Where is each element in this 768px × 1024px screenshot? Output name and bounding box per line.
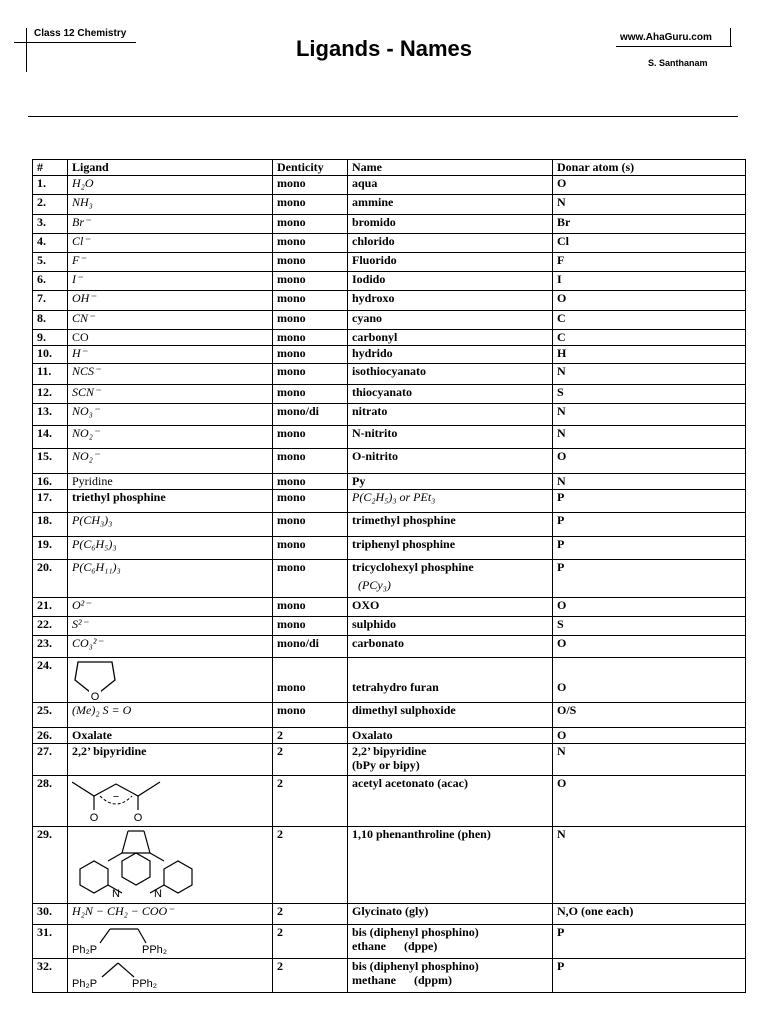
donor-cell: N [553, 827, 746, 904]
table-row [33, 776, 746, 827]
table-row [33, 560, 746, 598]
ligand-cell: NO₂⁻ [68, 426, 273, 449]
table-row [33, 311, 746, 330]
name-cell: hydrido [348, 346, 553, 364]
ligand-cell: H⁻ [68, 346, 273, 364]
row-num: 2. [33, 195, 68, 215]
ligand-cell: I⁻ [68, 272, 273, 291]
row-num: 26. [33, 728, 68, 744]
donor-cell: O [553, 449, 746, 474]
phen-ring-left [80, 861, 108, 893]
row-num: 5. [33, 253, 68, 272]
table-row [33, 827, 746, 904]
name-cell: OXO [348, 598, 553, 617]
ligand-cell [68, 658, 273, 703]
donor-cell: S [553, 617, 746, 636]
acac-charge: − [112, 791, 120, 803]
ligand-cell [68, 959, 273, 993]
name-cell: acetyl acetonato (acac) [348, 776, 553, 827]
row-num: 11. [33, 364, 68, 385]
row-num: 4. [33, 234, 68, 253]
table-row [33, 176, 746, 195]
denticity-cell: 2 [273, 959, 348, 993]
dppm-pph2: PPh₂ [132, 978, 158, 990]
table-row [33, 904, 746, 925]
donor-cell: P [553, 959, 746, 993]
row-num: 25. [33, 703, 68, 728]
row-num: 9. [33, 330, 68, 346]
denticity-cell: mono [273, 385, 348, 404]
dppe-structure [72, 925, 192, 957]
table-row [33, 636, 746, 658]
phen-bond [108, 853, 122, 861]
row-num: 18. [33, 513, 68, 537]
name-line-2: (PCy₃) [358, 578, 391, 592]
table-row [33, 404, 746, 426]
name-cell: Glycinato (gly) [348, 904, 553, 925]
ligand-cell [68, 776, 273, 827]
site-label: www.AhaGuru.com [620, 32, 712, 43]
denticity-cell: mono [273, 291, 348, 311]
table-row [33, 703, 746, 728]
donor-cell: O/S [553, 703, 746, 728]
denticity-cell: mono [273, 311, 348, 330]
donor-cell: N [553, 744, 746, 776]
name-cell: isothiocyanato [348, 364, 553, 385]
donor-cell: O [553, 636, 746, 658]
row-num: 7. [33, 291, 68, 311]
table-row [33, 959, 746, 993]
phen-n-left: N [112, 888, 120, 900]
row-num: 31. [33, 925, 68, 959]
ligand-cell: CO [68, 330, 273, 346]
header-vrule-right [730, 28, 731, 46]
row-num: 28. [33, 776, 68, 827]
name-cell: cyano [348, 311, 553, 330]
denticity-cell: mono [273, 490, 348, 513]
ligand-cell: S²⁻ [68, 617, 273, 636]
denticity-cell: 2 [273, 925, 348, 959]
dppm-structure [72, 959, 192, 991]
donor-cell: P [553, 513, 746, 537]
ligand-cell: (Me)₂ S = O [68, 703, 273, 728]
ligand-cell: OH⁻ [68, 291, 273, 311]
denticity-cell: mono [273, 513, 348, 537]
name-cell: Oxalato [348, 728, 553, 744]
row-num: 30. [33, 904, 68, 925]
table-row [33, 346, 746, 364]
donor-cell: N [553, 404, 746, 426]
name-cell [348, 925, 553, 959]
row-num: 27. [33, 744, 68, 776]
phen-bond [122, 831, 128, 853]
row-num: 20. [33, 560, 68, 598]
ligand-cell: 2,2’ bipyridine [68, 744, 273, 776]
denticity-cell: mono [273, 560, 348, 598]
denticity-cell: 2 [273, 728, 348, 744]
ligand-cell: CN⁻ [68, 311, 273, 330]
denticity-cell: mono [273, 537, 348, 560]
name-cell: hydroxo [348, 291, 553, 311]
name-cell: tetrahydro furan [348, 658, 553, 703]
donor-cell: O [553, 728, 746, 744]
page-title: Ligands - Names [295, 36, 473, 61]
denticity-cell: 2 [273, 827, 348, 904]
author-label: S. Santhanam [648, 58, 708, 68]
name-line-1: bis (diphenyl phosphino) [352, 925, 479, 939]
table-row [33, 195, 746, 215]
phen-structure [72, 827, 212, 901]
name-cell: O-nitrito [348, 449, 553, 474]
course-label: Class 12 Chemistry [34, 28, 127, 39]
phen-bond [144, 831, 150, 853]
donor-cell: O [553, 776, 746, 827]
name-cell: aqua [348, 176, 553, 195]
denticity-cell: mono [273, 176, 348, 195]
row-num: 21. [33, 598, 68, 617]
donor-cell: O [553, 176, 746, 195]
denticity-cell: mono [273, 195, 348, 215]
denticity-cell: mono [273, 364, 348, 385]
ligand-cell: triethyl phosphine [68, 490, 273, 513]
donor-cell: S [553, 385, 746, 404]
name-cell: Iodido [348, 272, 553, 291]
name-cell: triphenyl phosphine [348, 537, 553, 560]
name-cell: nitrato [348, 404, 553, 426]
name-line-1: tricyclohexyl phosphine [352, 560, 474, 574]
dppe-pph2: PPh₂ [142, 944, 168, 956]
donor-cell: Br [553, 215, 746, 234]
row-num: 15. [33, 449, 68, 474]
donor-cell: N [553, 195, 746, 215]
name-line-1: bis (diphenyl phosphino) [352, 959, 479, 973]
denticity-cell: mono [273, 426, 348, 449]
acac-o-right: O [133, 812, 143, 824]
donor-cell: O [553, 291, 746, 311]
ligand-cell [68, 827, 273, 904]
row-num: 19. [33, 537, 68, 560]
table-row [33, 253, 746, 272]
name-cell: P(C₂H₅)₃ or PEt₃ [348, 490, 553, 513]
col-header-donor: Donar atom (s) [553, 160, 746, 176]
ligand-cell: P(CH₃)₃ [68, 513, 273, 537]
name-cell: carbonyl [348, 330, 553, 346]
name-cell: chlorido [348, 234, 553, 253]
donor-cell: N [553, 474, 746, 490]
table-row [33, 744, 746, 776]
table-row [33, 490, 746, 513]
ligand-cell: O²⁻ [68, 598, 273, 617]
table-row [33, 234, 746, 253]
name-line-1: 2,2’ bipyridine [352, 744, 427, 758]
donor-cell: C [553, 330, 746, 346]
donor-cell: P [553, 490, 746, 513]
table-row [33, 537, 746, 560]
ligand-cell [68, 925, 273, 959]
table-row [33, 474, 746, 490]
donor-cell: O [553, 598, 746, 617]
name-cell: carbonato [348, 636, 553, 658]
name-cell: dimethyl sulphoxide [348, 703, 553, 728]
ligand-table [32, 159, 746, 993]
ligand-cell: Cl⁻ [68, 234, 273, 253]
name-cell: trimethyl phosphine [348, 513, 553, 537]
denticity-cell: mono [273, 617, 348, 636]
row-num: 32. [33, 959, 68, 993]
table-row [33, 598, 746, 617]
thf-structure [72, 658, 142, 702]
name-cell [348, 959, 553, 993]
name-line-2: ethane (dppe) [352, 939, 438, 953]
donor-cell: N [553, 364, 746, 385]
table-header-row [33, 160, 746, 176]
header-divider [28, 116, 738, 117]
phen-ring-middle [122, 853, 150, 885]
row-num: 3. [33, 215, 68, 234]
denticity-cell: 2 [273, 744, 348, 776]
dppe-bond [138, 929, 146, 943]
dppm-ph2p: Ph₂P [72, 978, 98, 990]
phen-bond [150, 853, 164, 861]
row-num: 22. [33, 617, 68, 636]
col-header-name: Name [348, 160, 553, 176]
dppm-bond [118, 963, 134, 977]
denticity-cell: mono [273, 346, 348, 364]
ligand-cell: H₂N − CH₂ − COO⁻ [68, 904, 273, 925]
donor-cell: P [553, 537, 746, 560]
table-row [33, 291, 746, 311]
denticity-cell: 2 [273, 904, 348, 925]
donor-cell: I [553, 272, 746, 291]
name-cell [348, 560, 553, 598]
name-cell: Fluorido [348, 253, 553, 272]
table-row [33, 449, 746, 474]
row-num: 17. [33, 490, 68, 513]
name-cell: N-nitrito [348, 426, 553, 449]
name-cell: sulphido [348, 617, 553, 636]
name-cell: 1,10 phenanthroline (phen) [348, 827, 553, 904]
acac-structure [72, 776, 162, 824]
denticity-cell: mono [273, 330, 348, 346]
ligand-cell: SCN⁻ [68, 385, 273, 404]
donor-cell: N [553, 426, 746, 449]
denticity-cell: mono [273, 234, 348, 253]
row-num: 29. [33, 827, 68, 904]
phen-n-right: N [154, 888, 162, 900]
donor-cell: P [553, 925, 746, 959]
donor-cell: F [553, 253, 746, 272]
denticity-cell: mono/di [273, 404, 348, 426]
denticity-cell: mono [273, 598, 348, 617]
row-num: 8. [33, 311, 68, 330]
name-line-2: methane (dppm) [352, 973, 453, 987]
table-row [33, 617, 746, 636]
col-header-ligand: Ligand [68, 160, 273, 176]
name-cell [348, 744, 553, 776]
donor-cell: C [553, 311, 746, 330]
name-line-2: (bPy or bipy) [352, 758, 420, 772]
table-row [33, 658, 746, 703]
table-row [33, 925, 746, 959]
donor-cell: Cl [553, 234, 746, 253]
denticity-cell: mono [273, 449, 348, 474]
table-row [33, 385, 746, 404]
acac-o-left: O [89, 812, 99, 824]
denticity-cell: mono [273, 658, 348, 703]
denticity-cell: 2 [273, 776, 348, 827]
denticity-cell: mono [273, 272, 348, 291]
table-row [33, 728, 746, 744]
denticity-cell: mono/di [273, 636, 348, 658]
ligand-cell: Oxalate [68, 728, 273, 744]
thf-o-label: O [90, 691, 100, 702]
dppm-bond [102, 963, 118, 977]
name-cell: bromido [348, 215, 553, 234]
row-num: 23. [33, 636, 68, 658]
ligand-cell: NO₃⁻ [68, 404, 273, 426]
row-num: 1. [33, 176, 68, 195]
denticity-cell: mono [273, 474, 348, 490]
donor-cell: O [553, 658, 746, 703]
ligand-cell: H₂O [68, 176, 273, 195]
denticity-cell: mono [273, 253, 348, 272]
table-row [33, 513, 746, 537]
name-cell: thiocyanato [348, 385, 553, 404]
ligand-cell: Br⁻ [68, 215, 273, 234]
phen-ring-right [164, 861, 192, 893]
table-row [33, 330, 746, 346]
row-num: 10. [33, 346, 68, 364]
name-cell: ammine [348, 195, 553, 215]
row-num: 12. [33, 385, 68, 404]
table-row [33, 426, 746, 449]
denticity-cell: mono [273, 703, 348, 728]
name-cell: Py [348, 474, 553, 490]
dppe-ph2p: Ph₂P [72, 944, 98, 956]
donor-cell: H [553, 346, 746, 364]
header-rule-right [616, 46, 732, 47]
denticity-cell: mono [273, 215, 348, 234]
table-row [33, 272, 746, 291]
dppe-bond [100, 929, 110, 943]
ligand-cell: Pyridine [68, 474, 273, 490]
row-num: 13. [33, 404, 68, 426]
row-num: 6. [33, 272, 68, 291]
donor-cell: P [553, 560, 746, 598]
ligand-cell: NO₂⁻ [68, 449, 273, 474]
row-num: 16. [33, 474, 68, 490]
row-num: 24. [33, 658, 68, 703]
table-row [33, 364, 746, 385]
donor-cell: N,O (one each) [553, 904, 746, 925]
ligand-cell: NCS⁻ [68, 364, 273, 385]
ligand-cell: P(C₆H₁₁)₃ [68, 560, 273, 598]
ligand-cell: F⁻ [68, 253, 273, 272]
ligand-cell: NH₃ [68, 195, 273, 215]
ligand-cell: P(C₆H₅)₃ [68, 537, 273, 560]
table-row [33, 215, 746, 234]
row-num: 14. [33, 426, 68, 449]
ligand-cell: CO₃²⁻ [68, 636, 273, 658]
col-header-num: # [33, 160, 68, 176]
col-header-denticity: Denticity [273, 160, 348, 176]
